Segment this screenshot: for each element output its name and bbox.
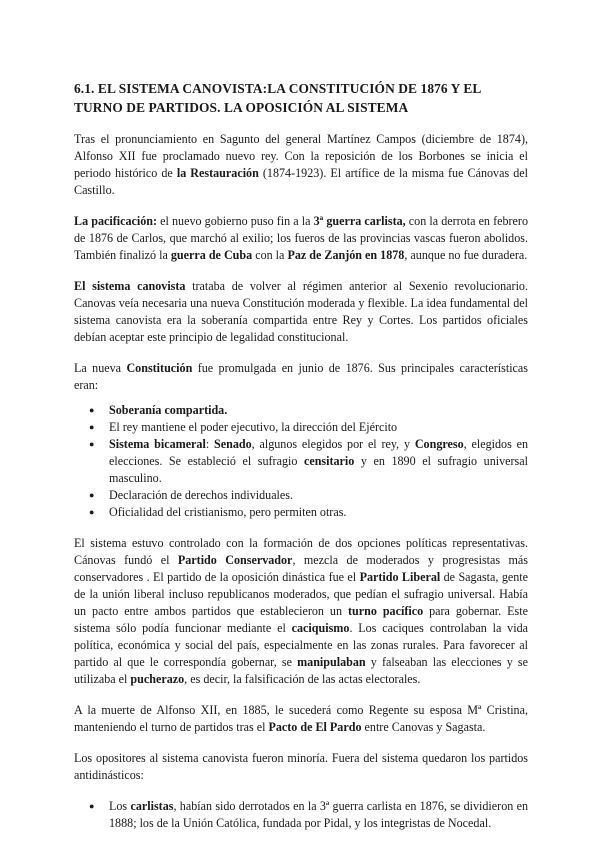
text-run: El rey mantiene el poder ejecutivo, la dirección del Ejército <box>109 420 398 434</box>
bold-text: Pacto de El Pardo <box>268 720 362 734</box>
text-run: Declaración de derechos individuales. <box>109 488 294 502</box>
bullet-icon: ● <box>89 422 95 432</box>
list-item <box>89 798 528 832</box>
bold-text: carlistas <box>130 799 174 813</box>
paragraph-constitucion <box>74 360 528 394</box>
bold-text: pucherazo <box>130 672 185 686</box>
bullet-icon: ● <box>89 405 95 415</box>
bold-text: Partido Conservador <box>177 553 293 567</box>
text-run: , algunos elegidos por el rey, y <box>251 437 415 451</box>
bold-text: El sistema canovista <box>74 279 186 293</box>
bullet-icon: ● <box>89 490 95 500</box>
text-run: y en 1890 el sufragio universal masculino. <box>109 454 528 485</box>
text-run: para gobernar. Este sistema sólo podía funcionar mediante el <box>74 604 528 635</box>
text-run: Tras el pronunciamiento en Sagunto del general Martínez Campos (diciembre de 1874), Alfonso XII fue proclamado nuevo rey. Con la reposición de los Borbones se inicia el periodo histórico de <box>74 132 528 180</box>
opposition-list <box>74 798 528 832</box>
text-run: con la derrota en febrero de 1876 de Carlos, que marchó al exilio; los fueros de las provincias vascas fueron abolidos. También finalizó la <box>74 214 528 262</box>
list-item <box>89 504 528 521</box>
text-run: : <box>205 437 215 451</box>
paragraph-pacificacion <box>74 213 528 264</box>
text-run: entre Canovas y Sagasta. <box>361 720 486 734</box>
list-item <box>89 436 528 487</box>
bullet-icon: ● <box>89 801 95 811</box>
paragraph-restauracion <box>74 131 528 199</box>
bold-text: la Restauración <box>176 166 259 180</box>
text-run: Oficialidad del cristianismo, pero permiten otras. <box>109 505 347 519</box>
bold-text: Soberanía compartida. <box>109 403 228 417</box>
text-run: La nueva <box>74 361 127 375</box>
paragraph-regencia <box>74 702 528 736</box>
list-item <box>89 419 528 436</box>
bold-text: caciquismo <box>291 621 350 635</box>
bold-text: Paz de Zanjón en 1878 <box>287 248 405 262</box>
text-run: Los <box>109 799 131 813</box>
bold-text: guerra de Cuba <box>170 248 253 262</box>
paragraph-oposicion <box>74 750 528 784</box>
text-run: , elegidos en elecciones. Se estableció el sufragio <box>109 437 528 468</box>
bold-text: Partido Liberal <box>359 570 441 584</box>
bold-text: censitario <box>303 454 355 468</box>
text-run: Los opositores al sistema canovista fueron minoría. Fuera del sistema quedaron los partidos antidinásticos: <box>74 751 528 782</box>
bold-text: Senado <box>214 437 252 451</box>
list-item <box>89 487 528 504</box>
bullet-icon: ● <box>89 507 95 517</box>
text-run: El sistema estuvo controlado con la formación de dos opciones políticas representativas. Cánovas fundó el <box>74 536 528 567</box>
paragraph-sistema-canovista <box>74 278 528 346</box>
text-run: con la <box>252 248 288 262</box>
bold-text: La pacificación: <box>74 214 158 228</box>
bullet-icon: ● <box>89 439 95 449</box>
bold-text: Constitución <box>126 361 193 375</box>
bold-text: Sistema bicameral <box>109 437 206 451</box>
text-run: el nuevo gobierno puso fin a la <box>157 214 314 228</box>
text-run: A la muerte de Alfonso XII, en 1885, le sucederá como Regente su esposa Mª Cristina, manteniendo el turno de partidos tras el <box>74 703 528 734</box>
text-run: fue promulgada en junio de 1876. Sus principales características eran: <box>74 361 528 392</box>
bold-text: 3ª guerra carlista, <box>313 214 406 228</box>
section-title: 6.1. EL SISTEMA CANOVISTA:LA CONSTITUCIÓN DE 1876 Y EL TURNO DE PARTIDOS. LA OPOSICIÓN AL SISTEMA <box>74 81 481 115</box>
text-run: trataba de volver al régimen anterior al Sexenio revolucionario. Canovas veía necesaria una nueva Constitución moderada y flexible. La idea fundamental del sistema canovista era la soberanía compartida entre Rey y Cortes. Los partidos oficiales debían aceptar este principio de legalidad constitucional. <box>74 279 529 344</box>
text-run: . Los caciques controlaban la vida política, económica y social del país, especialmente en las zonas rurales. Para favorecer al partido al que le correspondía gobernar, se <box>74 621 528 669</box>
constitution-features-list <box>74 402 528 521</box>
paragraph-turno-partidos <box>74 535 528 688</box>
text-run: , mezcla de moderados y progresistas más conservadores . El partido de la oposición dinástica fue el <box>74 553 528 584</box>
bold-text: Congreso <box>414 437 464 451</box>
text-run: y falseaban las elecciones y se utilizaba el <box>74 655 529 686</box>
text-run: (1874-1923). El artífice de la misma fue Cánovas del Castillo. <box>74 166 528 197</box>
list-item <box>89 402 528 419</box>
text-run: , aunque no fue duradera. <box>404 248 528 262</box>
bold-text: turno pacífico <box>347 604 424 618</box>
text-run: de Sagasta, gente de la unión liberal incluso republicanos moderados, que pedían el sufragio universal. Había un pacto entre ambos partidos que establecieron un <box>74 570 529 618</box>
text-run: , habían sido derrotados en la 3ª guerra carlista en 1876, se dividieron en 1888; los de la Unión Católica, fundada por Pidal, y los integristas de Nocedal. <box>109 799 528 830</box>
text-run: , es decir, la falsificación de las actas electorales. <box>184 672 421 686</box>
bold-text: manipulaban <box>297 655 366 669</box>
